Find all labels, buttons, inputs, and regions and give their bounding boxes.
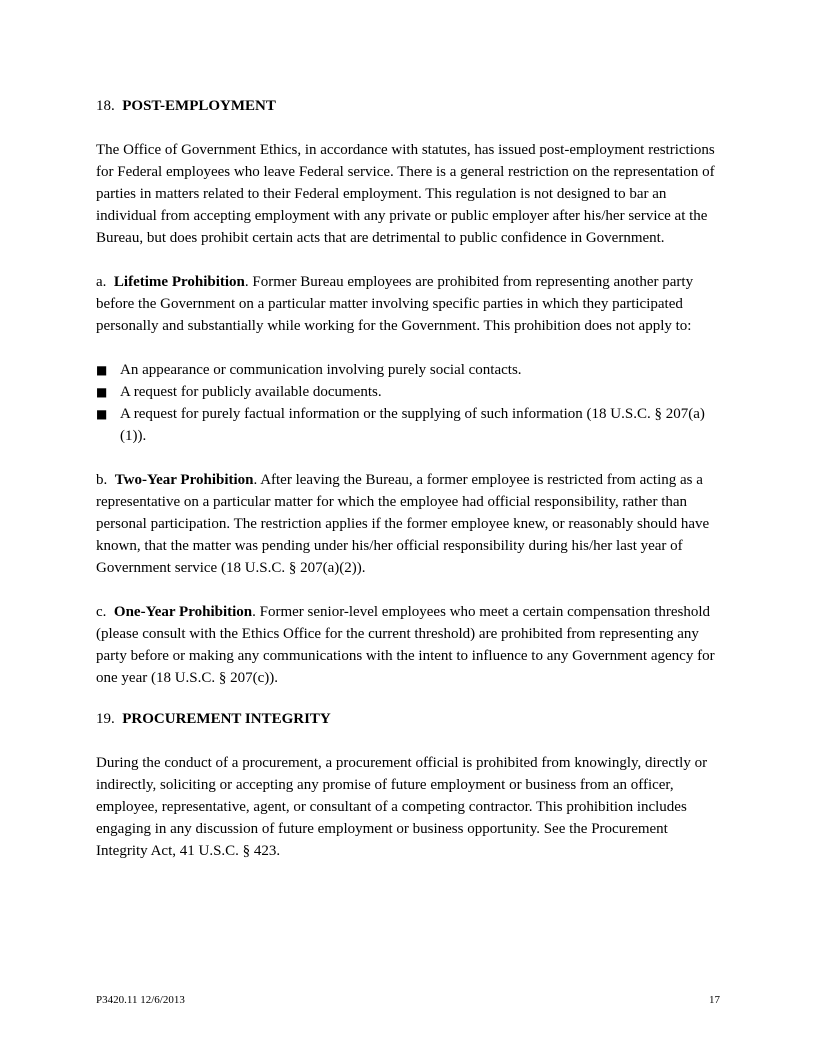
square-bullet-icon: ■	[96, 407, 108, 421]
section-18-number: 18.	[96, 98, 115, 114]
exemption-list	[96, 359, 720, 447]
lifetime-prohibition-text: . Former Bureau employees are prohibited from representing another party before the Government on a particular matter involving specific parties in which they participated personally and substantially while working for the Government. This prohibition does not apply to:	[96, 274, 694, 334]
two-year-prohibition-label: b.	[96, 472, 108, 488]
list-item: ■ A request for purely factual information or the supplying of such information (18 U.S.C. § 207(a)(1)).	[96, 403, 720, 447]
section-19-number: 19.	[96, 711, 115, 727]
section-19-text: During the conduct of a procurement, a procurement official is prohibited from knowingly, directly or indirectly, soliciting or accepting any promise of future employment or business from an officer, employee, representative, agent, or consultant of a competing contractor. This prohibition includes engaging in any discussion of future employment or business opportunity. See the Procurement Integrity Act, 41 U.S.C. § 423.	[96, 755, 708, 859]
page-content	[96, 95, 720, 862]
two-year-prohibition-title: Two-Year Prohibition	[114, 472, 254, 488]
lifetime-prohibition-title: Lifetime Prohibition	[113, 274, 245, 290]
section-18-title: POST-EMPLOYMENT	[122, 98, 276, 114]
section-19-title: PROCUREMENT INTEGRITY	[122, 711, 331, 727]
one-year-prohibition-title: One-Year Prohibition	[113, 604, 253, 620]
list-item: ■ An appearance or communication involving purely social contacts.	[96, 359, 720, 381]
footer-document-id: P3420.11 12/6/2013	[96, 994, 185, 1006]
lifetime-prohibition-label: a.	[96, 274, 107, 290]
list-item: ■ A request for publicly available documents.	[96, 381, 720, 403]
square-bullet-icon: ■	[96, 363, 108, 377]
two-year-prohibition-text: . After leaving the Bureau, a former employee is restricted from acting as a representative on a particular matter for which the employee had official responsibility, rather than personal participation. The restriction applies if the former employee knew, or reasonably should have known, that the matter was pending under his/her official responsibility during his/her last year of Government service (18 U.S.C. § 207(a)(2)).	[96, 472, 710, 576]
lifetime-prohibition-paragraph	[96, 271, 720, 337]
one-year-prohibition-label: c.	[96, 604, 107, 620]
section-19-heading	[96, 708, 720, 730]
one-year-prohibition-paragraph	[96, 601, 720, 689]
section-18-heading	[96, 95, 720, 117]
one-year-prohibition-text: . Former senior-level employees who meet a certain compensation threshold (please consult with the Ethics Office for the current threshold) are prohibited from representing any party before or making any communications with the intent to influence to any Government agency for one year (18 U.S.C. § 207(c)).	[96, 604, 715, 686]
two-year-prohibition-paragraph	[96, 469, 720, 579]
footer-page-number: 17	[709, 994, 720, 1006]
square-bullet-icon: ■	[96, 385, 108, 399]
section-18-intro: The Office of Government Ethics, in accordance with statutes, has issued post-employment restrictions for Federal employees who leave Federal service. There is a general restriction on the representation of parties in matters related to their Federal employment. This regulation is not designed to bar an individual from accepting employment with any private or public employer after his/her service at the Bureau, but does prohibit certain acts that are detrimental to public confidence in Government.	[96, 142, 715, 246]
